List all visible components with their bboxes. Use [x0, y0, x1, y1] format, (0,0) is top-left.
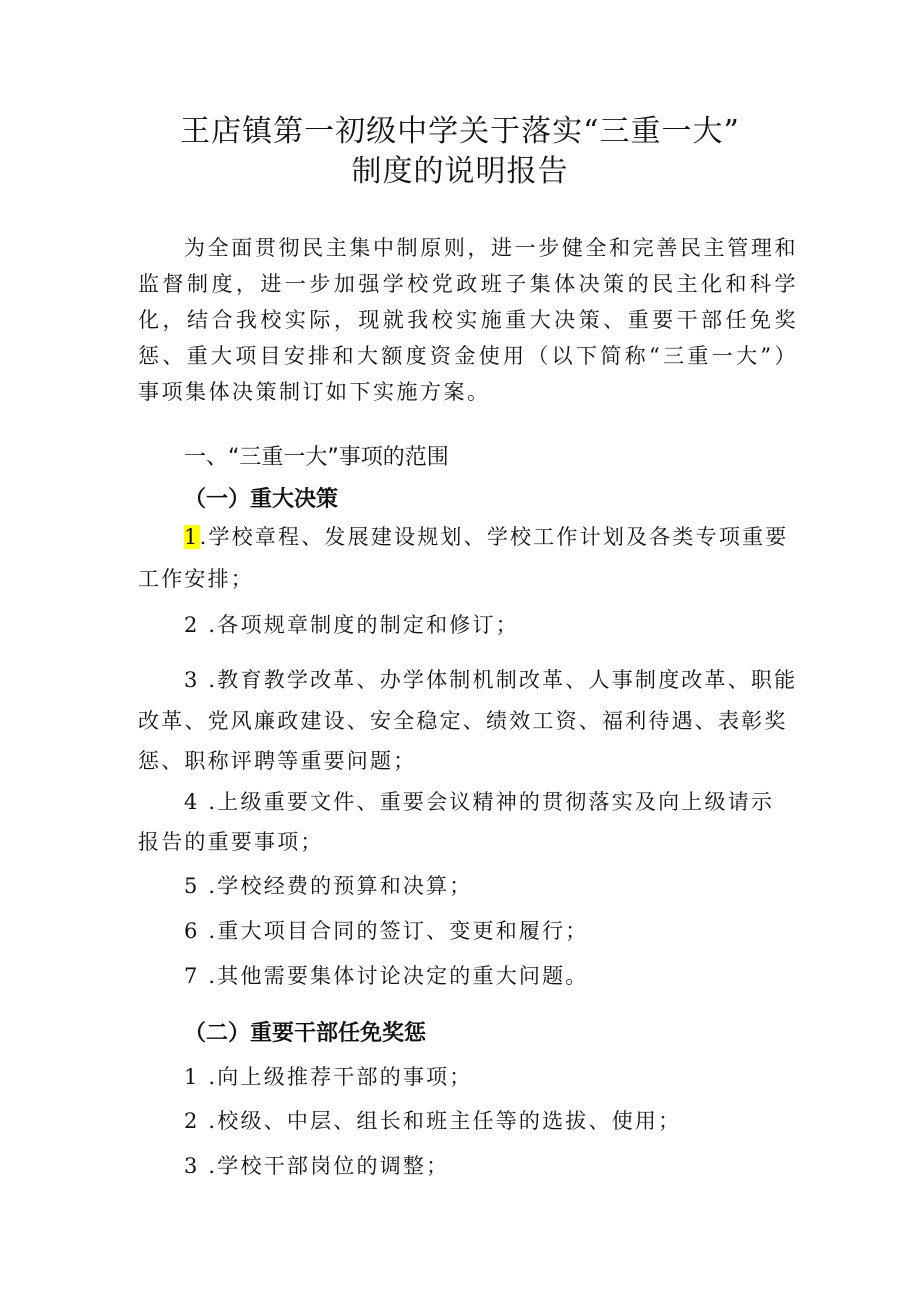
list-item-1-line-2: 工作安排；	[138, 567, 254, 591]
document-title-line-1: 王店镇第一初级中学关于落实“三重一大”	[180, 114, 740, 149]
list-item-2: 2 .各项规章制度的制定和修订；	[184, 613, 519, 637]
list-item-4-line-2: 报告的重要事项；	[138, 830, 324, 854]
subsection-heading-major-decisions: （一）重大决策	[184, 487, 339, 512]
list-item-5: 5 .学校经费的预算和决算；	[184, 874, 473, 898]
cadre-item-3: 3 .学校干部岗位的调整；	[184, 1154, 450, 1178]
list-item-3-line-3: 惩、职称评聘等重要问题；	[138, 749, 417, 773]
cadre-item-1: 1 .向上级推荐干部的事项；	[184, 1065, 473, 1089]
section-heading-scope: 一、“三重一大”事项的范围	[184, 445, 449, 470]
highlighted-number: 1	[184, 525, 200, 549]
list-item-4-line-1: 4 .上级重要文件、重要会议精神的贯彻落实及向上级请示	[184, 790, 775, 814]
document-title-line-2: 制度的说明报告	[351, 154, 569, 189]
subsection-heading-cadre-appointments: （二）重要干部任免奖惩	[184, 1021, 427, 1046]
cadre-item-2: 2 .校级、中层、组长和班主任等的选拔、使用；	[184, 1109, 682, 1133]
intro-paragraph: 为全面贯彻民主集中制原则，进一步健全和完善民主管理和监督制度，进一步加强学校党政班子集体决策的民主化和科学化，结合我校实际，现就我校实施重大决策、重要干部任免奖惩、重大项目安排和大额度资金使用（以下简称“三重一大”）事项集体决策制订如下实施方案。	[138, 236, 798, 404]
list-item-3-line-2: 改革、党风廉政建设、安全稳定、绩效工资、福利待遇、表彰奖	[138, 709, 788, 733]
list-item-6: 6 .重大项目合同的签订、变更和履行；	[184, 919, 589, 943]
list-item-7: 7 .其他需要集体讨论决定的重大问题。	[184, 964, 589, 988]
list-item-1-line-1: 1.学校章程、发展建设规划、学校工作计划及各类专项重要	[184, 525, 789, 549]
list-item-3-line-1: 3 .教育教学改革、办学体制机制改革、人事制度改革、职能	[184, 668, 798, 692]
